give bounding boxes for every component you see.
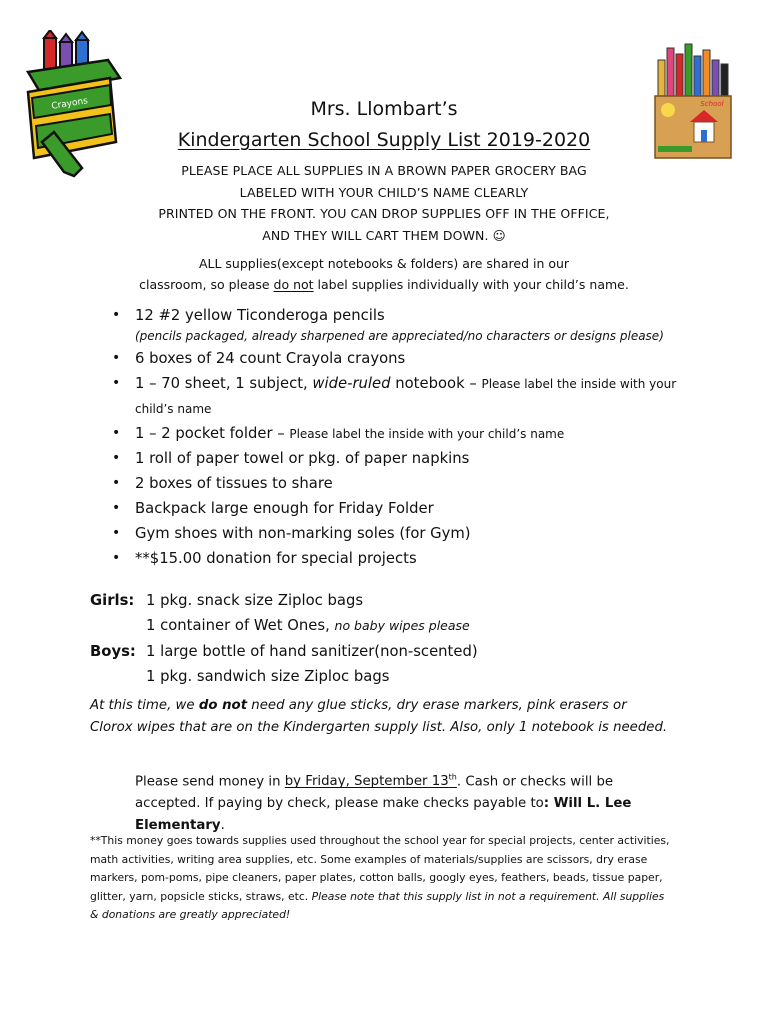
list-item-folder: • 1 – 2 pocket folder – Please label the inside with your child’s name xyxy=(112,421,712,446)
drop-off-instructions xyxy=(0,160,768,246)
list-item-backpack: • Backpack large enough for Friday Folder xyxy=(112,496,712,521)
girls-label: Girls: xyxy=(90,592,135,609)
list-item-tissues: • 2 boxes of tissues to share xyxy=(112,471,712,496)
money-instructions: Please send money in by Friday, September 13th. Cash or checks will be accepted. If paying by check, please make checks payable to: Will L. Lee Elementary. xyxy=(135,773,632,834)
instruction-line: PRINTED ON THE FRONT. YOU CAN DROP SUPPLIES OFF IN THE OFFICE, xyxy=(158,206,610,221)
folder-note: Please label the inside with your child’s name xyxy=(289,427,565,441)
boys-label: Boys: xyxy=(90,643,136,660)
list-item-crayons: • 6 boxes of 24 count Crayola crayons xyxy=(112,346,712,371)
list-item-pencils: • 12 #2 yellow Ticonderoga pencils (pencils packaged, already sharpened are appreciated/no characters or designs please) xyxy=(112,303,712,346)
list-item-notebook: • 1 – 70 sheet, 1 subject, wide-ruled notebook – Please label the inside with your child’s name xyxy=(112,371,712,421)
not-needed-note: At this time, we do not need any glue sticks, dry erase markers, pink erasers or Clorox wipes that are on the Kindergarten supply list. Also, only 1 notebook is needed. xyxy=(90,698,668,735)
crayons-label: Crayons xyxy=(50,96,89,112)
donation-footnote: **This money goes towards supplies used throughout the school year for special projects, center activities, math activities, writing area supplies, etc. Some examples of materials/supplies are scissors, dry erase markers, pom-poms, pipe cleaners, paper plates, cotton balls, googly eyes, feathers, beads, tissue paper, glitter, yarn, popsicle sticks, straws, etc. Please note that this supply list in not a requirement. All supplies & donations are greatly appreciated! xyxy=(90,834,670,921)
instruction-line: PLEASE PLACE ALL SUPPLIES IN A BROWN PAPER GROCERY BAG xyxy=(181,163,587,178)
boys-item: 1 pkg. sandwich size Ziploc bags xyxy=(146,668,390,685)
boys-item: 1 large bottle of hand sanitizer(non-scented) xyxy=(146,643,478,660)
shared-line: ALL supplies(except notebooks & folders) are shared in our xyxy=(198,256,570,271)
girls-item: 1 container of Wet Ones, no baby wipes please xyxy=(146,617,470,634)
shared-supplies-note xyxy=(0,253,768,295)
page-title: Mrs. Llombart’s xyxy=(310,98,458,120)
list-item-gym-shoes: • Gym shoes with non-marking soles (for Gym) xyxy=(112,521,712,546)
list-item-donation: • **$15.00 donation for special projects xyxy=(112,546,712,571)
girls-item: 1 pkg. snack size Ziploc bags xyxy=(146,592,364,609)
shared-line: classroom, so please do not label supplies individually with your child’s name. xyxy=(139,277,629,292)
supply-list xyxy=(112,303,712,571)
list-item-paper-towel: • 1 roll of paper towel or pkg. of paper napkins xyxy=(112,446,712,471)
notebook-note: Please label the inside with your child’s name xyxy=(135,377,677,416)
pencils-note: (pencils packaged, already sharpened are appreciated/no characters or designs please) xyxy=(135,329,664,343)
instruction-line: LABELED WITH YOUR CHILD’S NAME CLEARLY xyxy=(239,184,529,200)
school-art-label: School xyxy=(700,100,724,108)
instruction-line: AND THEY WILL CART THEM DOWN. ☺ xyxy=(262,227,506,243)
page-subtitle: Kindergarten School Supply List 2019-2020 xyxy=(177,129,591,151)
